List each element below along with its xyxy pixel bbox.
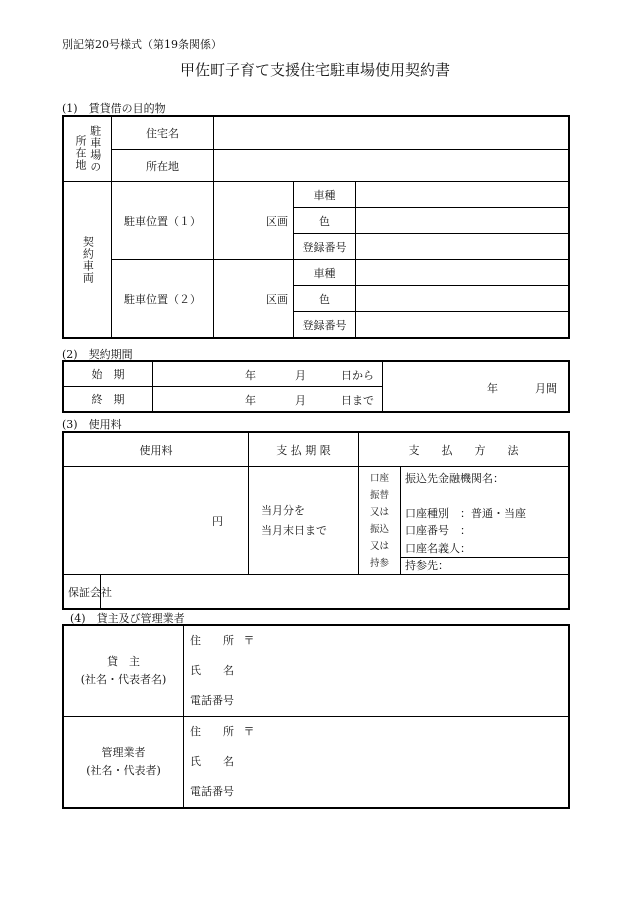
duration-month-unit: 月間	[535, 381, 557, 395]
account-number-field[interactable]: 口座番号 ：	[405, 524, 471, 537]
housing-name-label: 住宅名	[112, 117, 214, 150]
lessor-label-cell	[64, 626, 184, 717]
guarantor-field[interactable]	[101, 575, 569, 609]
start-date-label: 始 期	[64, 362, 153, 387]
vehicle-1-registration-label: 登録番号	[294, 234, 356, 260]
postal-mark-icon: 〒	[243, 725, 255, 738]
vehicle-2-color-field[interactable]	[356, 286, 569, 312]
form-number: 別記第20号様式（第19条関係）	[62, 38, 222, 51]
payment-details-cell	[401, 467, 569, 575]
due-date-cell	[249, 467, 359, 575]
method-option: 振込	[369, 523, 389, 535]
end-date-field[interactable]	[153, 387, 383, 412]
lessor-address-label: 住 所	[190, 634, 234, 647]
manager-sublabel: (社名・代表者)	[86, 764, 161, 777]
contract-duration-field[interactable]	[383, 362, 569, 412]
lessor-phone-field[interactable]: 電話番号	[190, 694, 234, 707]
manager-address-label: 住 所	[190, 725, 234, 738]
end-date-label: 終 期	[64, 387, 153, 412]
usage-fee-table	[63, 432, 569, 609]
manager-name-field[interactable]: 氏 名	[190, 755, 234, 768]
method-option: 又は	[369, 540, 389, 552]
start-month-unit: 月	[295, 369, 306, 382]
vehicle-1-registration-field[interactable]	[356, 234, 569, 260]
postal-mark-icon: 〒	[243, 634, 255, 647]
lessor-name-field[interactable]: 氏 名	[190, 664, 234, 677]
parking-position-2-section-label: 区画	[266, 292, 288, 306]
vehicle-2-type-label: 車種	[294, 260, 356, 286]
lessor-label: 貸 主	[107, 655, 140, 668]
parking-position-1-section[interactable]	[214, 182, 294, 260]
due-date-header: 支 払 期 限	[249, 433, 359, 467]
address-label: 所在地	[112, 150, 214, 182]
vehicle-1-type-field[interactable]	[356, 182, 569, 208]
fee-header: 使用料	[64, 433, 249, 467]
method-option: 持参	[369, 557, 389, 569]
contract-period-table	[63, 361, 569, 412]
lessor-details-cell	[184, 626, 569, 717]
vehicle-2-registration-field[interactable]	[356, 312, 569, 338]
vehicle-1-color-field[interactable]	[356, 208, 569, 234]
manager-label-cell	[64, 717, 184, 808]
manager-phone-field[interactable]: 電話番号	[190, 785, 234, 798]
parking-position-1-label: 駐車位置（１）	[112, 182, 214, 260]
fee-unit: 円	[212, 514, 223, 528]
method-option: 口座	[369, 472, 389, 484]
method-option: 振替	[369, 489, 389, 501]
vehicle-1-type-label: 車種	[294, 182, 356, 208]
account-type-field[interactable]: 口座種別 ：普通・当座	[405, 506, 526, 520]
payment-method-header: 支 払 方 法	[359, 433, 569, 467]
section3-heading: (3) 使用料	[62, 418, 122, 431]
manager-details-cell	[184, 717, 569, 808]
due-date-line2: 当月末日まで	[261, 523, 327, 537]
parking-position-2-label: 駐車位置（２）	[112, 260, 214, 338]
vehicle-1-color-label: 色	[294, 208, 356, 234]
start-day-unit: 日から	[341, 369, 374, 382]
document-title: 甲佐町子育て支援住宅駐車場使用契約書	[179, 61, 450, 79]
address-field[interactable]	[214, 150, 569, 182]
guarantor-label: 保証会社	[64, 575, 101, 609]
parking-position-2-section[interactable]	[214, 260, 294, 338]
lessor-manager-table	[63, 625, 569, 808]
end-month-unit: 月	[295, 394, 306, 407]
start-date-field[interactable]	[153, 362, 383, 387]
parking-location-header-line2: 所在地	[74, 134, 87, 171]
contract-vehicle-header	[64, 182, 112, 338]
due-date-line1: 当月分を	[261, 503, 305, 517]
parking-location-header	[64, 117, 112, 182]
manager-label: 管理業者	[101, 746, 146, 759]
contract-vehicle-header-text: 契約車両	[81, 235, 95, 284]
vehicle-2-registration-label: 登録番号	[294, 312, 356, 338]
housing-name-field[interactable]	[214, 117, 569, 150]
vehicle-2-type-field[interactable]	[356, 260, 569, 286]
payment-method-options	[359, 467, 401, 575]
lessor-address-field[interactable]	[184, 626, 568, 656]
account-holder-field[interactable]: 口座名義人：	[405, 541, 471, 555]
section2-heading: (2) 契約期間	[62, 348, 133, 361]
section4-heading: (4) 貸主及び管理業者	[70, 612, 185, 625]
section1-heading: (1) 賃貸借の目的物	[62, 102, 166, 115]
end-year-unit: 年	[245, 394, 256, 407]
target-object-table	[63, 116, 569, 338]
vehicle-2-color-label: 色	[294, 286, 356, 312]
parking-location-header-line1: 駐車場の	[88, 125, 102, 173]
bank-name-field[interactable]: 振込先金融機関名：	[405, 472, 504, 485]
lessor-sublabel: (社名・代表者名)	[80, 673, 167, 686]
fee-amount-field[interactable]	[64, 467, 249, 575]
parking-position-1-section-label: 区画	[266, 214, 288, 228]
bank-name-spacer	[405, 488, 568, 505]
bring-to-field[interactable]: 持参先：	[401, 557, 568, 574]
manager-address-field[interactable]	[184, 717, 568, 747]
method-option: 又は	[369, 506, 389, 518]
start-year-unit: 年	[245, 369, 256, 382]
end-day-unit: 日まで	[341, 394, 374, 407]
duration-year-unit: 年	[487, 381, 498, 395]
